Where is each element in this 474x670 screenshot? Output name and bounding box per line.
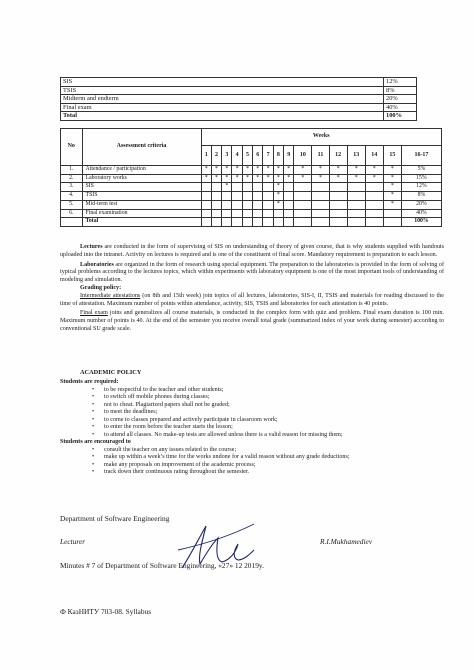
row-number: 1. bbox=[61, 166, 83, 175]
final-term: Final exam bbox=[80, 310, 108, 317]
week-mark bbox=[211, 183, 221, 192]
week-mark bbox=[232, 192, 242, 201]
week-mark bbox=[253, 192, 263, 201]
weeks-header: Weeks bbox=[201, 129, 441, 146]
academic-policy bbox=[60, 369, 444, 477]
week-header: 9 bbox=[284, 146, 294, 166]
week-mark: * bbox=[263, 166, 273, 175]
week-mark bbox=[263, 183, 273, 192]
intermediate-term: Intermediate attestations bbox=[80, 292, 141, 299]
required-list bbox=[60, 387, 444, 440]
policy-item: • make up within a week’s time for the works undone for a valid reason without any grade deductions; bbox=[104, 454, 444, 462]
week-header: 12 bbox=[329, 146, 347, 166]
week-mark bbox=[263, 192, 273, 201]
row-number: 3. bbox=[61, 183, 83, 192]
week-mark: * bbox=[222, 183, 232, 192]
summary-value: 20% bbox=[384, 95, 417, 104]
summary-label: TSIS bbox=[61, 86, 384, 95]
policy-item: • track down their continuous rating throughout the semester. bbox=[104, 469, 444, 477]
labs-term: Laboratories bbox=[80, 261, 114, 268]
week-header: 3 bbox=[222, 146, 232, 166]
summary-label: Midterm and endterm bbox=[61, 95, 384, 104]
policy-item: • to be respectful to the teacher and other students; bbox=[104, 387, 444, 395]
week-mark: * bbox=[232, 166, 242, 175]
week-mark bbox=[347, 192, 365, 201]
policy-item: • to attend all classes. No make-up tests are allowed unless there is a valid reason for missing them; bbox=[104, 432, 444, 440]
week-mark: * bbox=[284, 166, 294, 175]
week-mark: * bbox=[329, 174, 347, 183]
week-mark bbox=[329, 209, 347, 218]
week-mark bbox=[347, 209, 365, 218]
lectures-text: are conducted in the form of supervising of SIS on understanding of theory of given course, that is why students supplied with handouts uploaded into the intranet. Activity on lectures is required and is one of the constituent of final score. Mandatory requirement is preparation to each lesson. bbox=[60, 244, 444, 258]
row-percent: 40% bbox=[401, 209, 441, 218]
week-mark: * bbox=[312, 174, 329, 183]
row-percent: 12% bbox=[401, 183, 441, 192]
week-mark bbox=[242, 209, 252, 218]
assessment-row bbox=[61, 183, 442, 192]
week-mark bbox=[284, 192, 294, 201]
summary-label: Final exam bbox=[61, 103, 384, 112]
empty-cell bbox=[273, 218, 283, 227]
academic-policy-title: ACADEMIC POLICY bbox=[80, 369, 142, 376]
week-mark: * bbox=[211, 174, 221, 183]
empty-cell bbox=[242, 218, 252, 227]
encouraged-title: Students are encouraged to bbox=[60, 439, 131, 446]
week-mark bbox=[329, 183, 347, 192]
row-criteria: TSIS bbox=[82, 192, 201, 201]
policy-item: • to come to classes prepared and actively participate in classroom work; bbox=[104, 417, 444, 425]
empty-cell bbox=[211, 218, 221, 227]
row-number: 6. bbox=[61, 209, 83, 218]
grade-summary-table bbox=[60, 77, 417, 121]
week-mark: * bbox=[222, 174, 232, 183]
week-mark bbox=[347, 200, 365, 209]
week-mark bbox=[347, 183, 365, 192]
row-criteria: Attendance / participation bbox=[82, 166, 201, 175]
week-header: 2 bbox=[211, 146, 221, 166]
final-paragraph bbox=[60, 310, 444, 333]
week-mark: * bbox=[273, 200, 283, 209]
week-mark: * bbox=[222, 166, 232, 175]
summary-row bbox=[61, 103, 417, 112]
week-mark: * bbox=[263, 174, 273, 183]
week-mark bbox=[312, 209, 329, 218]
week-mark: * bbox=[242, 166, 252, 175]
course-description bbox=[60, 244, 444, 334]
required-title: Students are required: bbox=[60, 378, 119, 385]
policy-item: • to switch off mobile phones during classes; bbox=[104, 394, 444, 402]
policy-item: • make any proposals on improvement of the academic process; bbox=[104, 462, 444, 470]
handwritten-signature bbox=[176, 520, 256, 575]
week-mark bbox=[232, 183, 242, 192]
week-mark: * bbox=[273, 166, 283, 175]
row-criteria: Mid-term test bbox=[82, 200, 201, 209]
summary-value: 40% bbox=[384, 103, 417, 112]
labs-paragraph bbox=[60, 262, 444, 285]
week-mark bbox=[284, 183, 294, 192]
policy-item: • to enter the room before the teacher starts the lesson; bbox=[104, 424, 444, 432]
week-mark bbox=[383, 209, 401, 218]
week-mark: * bbox=[242, 174, 252, 183]
week-mark: * bbox=[383, 200, 401, 209]
week-mark bbox=[263, 209, 273, 218]
total-value: 100% bbox=[401, 218, 441, 227]
week-mark: * bbox=[365, 166, 383, 175]
assessment-criteria-table bbox=[60, 128, 442, 227]
week-mark bbox=[232, 209, 242, 218]
week-header: 15 bbox=[383, 146, 401, 166]
week-mark bbox=[365, 192, 383, 201]
row-percent: 15% bbox=[401, 174, 441, 183]
week-header: 13 bbox=[347, 146, 365, 166]
week-mark bbox=[201, 200, 211, 209]
lecturer-label: Lecturer bbox=[60, 537, 86, 546]
week-mark bbox=[201, 183, 211, 192]
summary-value: 12% bbox=[384, 78, 417, 87]
summary-row bbox=[61, 112, 417, 121]
week-mark: * bbox=[383, 174, 401, 183]
week-mark: * bbox=[273, 192, 283, 201]
row-criteria: Final examination bbox=[82, 209, 201, 218]
week-mark bbox=[284, 209, 294, 218]
row-percent: 5% bbox=[401, 166, 441, 175]
week-mark: * bbox=[284, 174, 294, 183]
week-mark bbox=[232, 200, 242, 209]
summary-value: 8% bbox=[384, 86, 417, 95]
week-mark bbox=[222, 192, 232, 201]
week-mark bbox=[312, 200, 329, 209]
week-header: 4 bbox=[232, 146, 242, 166]
week-header: 8 bbox=[273, 146, 283, 166]
intermediate-paragraph bbox=[60, 293, 444, 309]
week-mark bbox=[253, 183, 263, 192]
final-text: joins and generalizes all course materials, is conducted in the complex form with quiz and problem. Final exam duration is 100 min. Maximum number of points is 40. At the end of the semester you receive overall total grade (summarized index of your work during semester) according to conventional SU grade scale. bbox=[60, 310, 444, 332]
week-mark bbox=[273, 209, 283, 218]
week-mark bbox=[222, 209, 232, 218]
lectures-paragraph bbox=[60, 244, 444, 260]
empty-cell bbox=[253, 218, 263, 227]
week-mark: * bbox=[383, 183, 401, 192]
empty-cell bbox=[383, 218, 401, 227]
week-mark bbox=[294, 209, 312, 218]
week-mark bbox=[242, 183, 252, 192]
total-label: Total bbox=[82, 218, 201, 227]
department-line: Department of Software Engineering bbox=[60, 514, 170, 523]
week-mark bbox=[242, 192, 252, 201]
empty-cell bbox=[263, 218, 273, 227]
week-mark: * bbox=[201, 166, 211, 175]
assessment-row bbox=[61, 174, 442, 183]
week-mark: * bbox=[365, 174, 383, 183]
empty-cell bbox=[312, 218, 329, 227]
form-code: Ф КазНИТУ 703-08. Syllabus bbox=[60, 607, 152, 616]
week-mark bbox=[222, 200, 232, 209]
week-mark bbox=[365, 183, 383, 192]
criteria-header: Assessment criteria bbox=[82, 129, 201, 166]
policy-item: • consult the teacher on any issues related to the course; bbox=[104, 447, 444, 455]
assessment-row bbox=[61, 166, 442, 175]
week-mark: * bbox=[347, 166, 365, 175]
assessment-row bbox=[61, 209, 442, 218]
week-mark: * bbox=[273, 183, 283, 192]
week-mark bbox=[201, 209, 211, 218]
week-mark: * bbox=[253, 174, 263, 183]
encouraged-list bbox=[60, 447, 444, 477]
row-criteria: SIS bbox=[82, 183, 201, 192]
assessment-total-row bbox=[61, 218, 442, 227]
week-mark bbox=[263, 200, 273, 209]
policy-item: • not to cheat. Plagiarized papers shall not be graded; bbox=[104, 402, 444, 410]
row-percent: 20% bbox=[401, 200, 441, 209]
week-header: 10 bbox=[294, 146, 312, 166]
week-mark bbox=[284, 200, 294, 209]
assessment-row bbox=[61, 200, 442, 209]
minutes-line: Minutes # 7 of Department of Software Engineering, «27» 12 2019y. bbox=[60, 561, 264, 570]
week-header: 1 bbox=[201, 146, 211, 166]
week-header: 6 bbox=[253, 146, 263, 166]
week-header: 11 bbox=[312, 146, 329, 166]
empty-cell bbox=[232, 218, 242, 227]
week-mark bbox=[365, 200, 383, 209]
week-mark bbox=[253, 200, 263, 209]
week-mark: * bbox=[312, 166, 329, 175]
empty-cell bbox=[61, 218, 83, 227]
empty-cell bbox=[294, 218, 312, 227]
week-mark: * bbox=[232, 174, 242, 183]
summary-row bbox=[61, 95, 417, 104]
week-mark: * bbox=[294, 166, 312, 175]
summary-label: Total bbox=[61, 112, 384, 121]
row-number: 4. bbox=[61, 192, 83, 201]
week-mark: * bbox=[273, 174, 283, 183]
lectures-term: Lectures bbox=[80, 244, 103, 250]
week-mark bbox=[242, 200, 252, 209]
week-mark bbox=[294, 183, 312, 192]
lecturer-name: R.I.Mukhamediev bbox=[320, 537, 373, 546]
week-mark: * bbox=[347, 174, 365, 183]
week-mark: * bbox=[253, 166, 263, 175]
assessment-row bbox=[61, 192, 442, 201]
week-header: 5 bbox=[242, 146, 252, 166]
policy-item: • to meet the deadlines; bbox=[104, 409, 444, 417]
week-mark bbox=[253, 209, 263, 218]
grading-policy-title: Grading policy: bbox=[80, 284, 122, 291]
week-mark bbox=[329, 192, 347, 201]
week-mark: * bbox=[211, 166, 221, 175]
row-criteria: Laboratory works bbox=[82, 174, 201, 183]
week-mark: * bbox=[383, 192, 401, 201]
week-header: 7 bbox=[263, 146, 273, 166]
row-number: 5. bbox=[61, 200, 83, 209]
intermediate-text: (on 8th and 15th week) join topics of all lectures, laboratories, SIS-I, II, TSIS and materials for reading discussed to the time of attestation. Maximum number of points within attendance, activity, SIS, TSIS and laboratories for each attestation is 40 points. bbox=[60, 292, 444, 307]
week-mark bbox=[211, 200, 221, 209]
row-percent: 8% bbox=[401, 192, 441, 201]
summary-row bbox=[61, 78, 417, 87]
week-mark bbox=[312, 183, 329, 192]
labs-text: are organized in the form of research using special equipment. The preparation to the laboratories is provided in the form of solving of typical problems according to the lectures topics, which within experiments with laboratory equipment is one of the most important tools of understanding of modeling and simulation. bbox=[60, 261, 444, 284]
week-mark: * bbox=[383, 166, 401, 175]
summary-value: 100% bbox=[384, 112, 417, 121]
week-mark bbox=[312, 192, 329, 201]
empty-cell bbox=[284, 218, 294, 227]
row-number: 2. bbox=[61, 174, 83, 183]
week-header: 16-17 bbox=[401, 146, 441, 166]
week-mark bbox=[365, 209, 383, 218]
week-header: 14 bbox=[365, 146, 383, 166]
week-mark: * bbox=[294, 174, 312, 183]
empty-cell bbox=[347, 218, 365, 227]
summary-row bbox=[61, 86, 417, 95]
summary-label: SIS bbox=[61, 78, 384, 87]
week-mark bbox=[329, 200, 347, 209]
week-mark bbox=[201, 192, 211, 201]
week-mark: * bbox=[201, 174, 211, 183]
week-mark: * bbox=[329, 166, 347, 175]
empty-cell bbox=[365, 218, 383, 227]
week-mark bbox=[294, 200, 312, 209]
empty-cell bbox=[329, 218, 347, 227]
empty-cell bbox=[201, 218, 211, 227]
week-mark bbox=[211, 192, 221, 201]
week-mark bbox=[294, 192, 312, 201]
week-mark bbox=[211, 209, 221, 218]
no-header: No bbox=[61, 129, 83, 166]
empty-cell bbox=[222, 218, 232, 227]
